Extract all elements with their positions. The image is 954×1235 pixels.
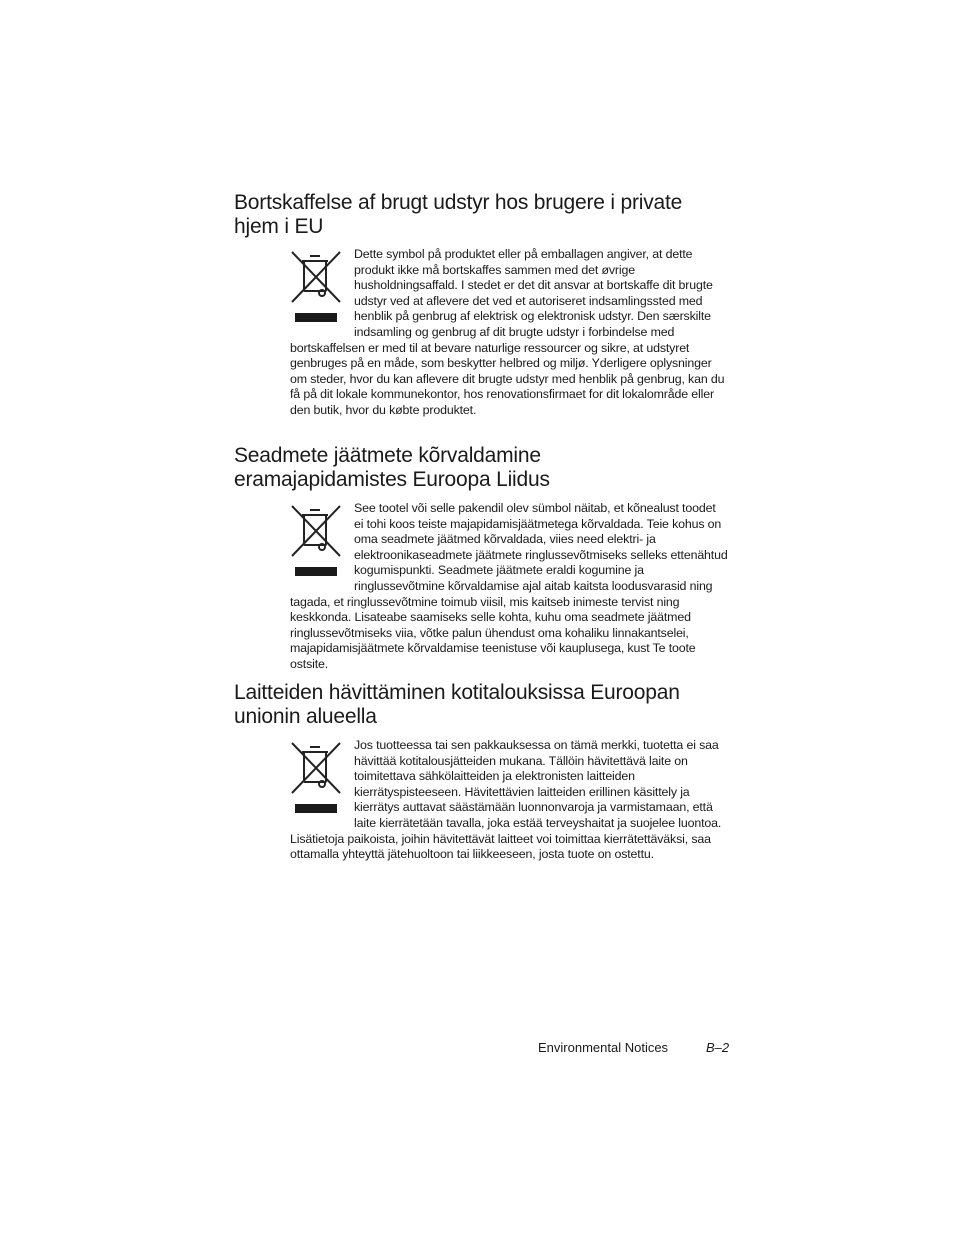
section-heading: Seadmete jäätmete kõrvaldamine eramajapidamistes Euroopa Liidus (234, 444, 550, 491)
section-estonian (234, 444, 734, 673)
section-heading: Laitteiden hävittäminen kotitalouksissa Euroopan unionin alueella (234, 681, 680, 728)
crossed-out-wheelie-bin-icon (290, 249, 342, 327)
page-number: B–2 (706, 1040, 730, 1055)
crossed-out-wheelie-bin-icon (290, 503, 342, 581)
section-heading: Bortskaffelse af brugt udstyr hos brugere i private hjem i EU (234, 191, 683, 238)
crossed-out-wheelie-bin-icon (290, 740, 342, 818)
section-danish (234, 191, 734, 419)
section-body (290, 247, 728, 419)
section-body (290, 738, 728, 863)
section-text: Jos tuotteessa tai sen pakkauksessa on tämä merkki, tuotetta ei saa hävittää kotitalousjätteiden mukana. Tällöin hävitettävä laite on toimitettava sähkölaitteiden ja elektronisten laitteiden kierrätyspisteeseen. Hävitettävien laitteiden erillinen käsittely ja kierrätys auttavat säästämään luonnonvaroja ja varmistamaan, että laite kierrätetään tavalla, joka estää terveyshaitat ja suojelee luontoa. Lisätietoja paikoista, joihin hävitettävät laitteet voi toimittaa kierrätettäväksi, saa ottamalla yhteyttä jätehuoltoon tai liikkeeseen, josta tuote on ostettu. (290, 738, 722, 862)
page-footer (538, 1040, 738, 1056)
footer-label: Environmental Notices (538, 1040, 669, 1055)
section-text: Dette symbol på produktet eller på emballagen angiver, at dette produkt ikke må bortskaffes sammen med det øvrige husholdningsaffald. I stedet er det dit ansvar at bortskaffe dit brugte udstyr ved at aflevere det ved et autoriseret indsamlingssted med henblik på genbrug af elektrisk og elektronisk udstyr. Den særskilte indsamling og genbrug af dit brugte udstyr i forbindelse med bortskaffelsen er med til at bevare naturlige ressourcer og sikre, at udstyret genbruges på en måde, som beskytter helbred og miljø. Yderligere oplysninger om steder, hvor du kan aflevere dit brugte udstyr med henblik på genbrug, kan du få på dit lokale kommunekontor, hos renovationsfirmaet for dit lokalområde eller den butik, hvor du købte produktet. (290, 247, 725, 417)
section-finnish (234, 681, 734, 863)
section-text: See tootel või selle pakendil olev sümbol näitab, et kõnealust toodet ei tohi koos teiste majapidamisjäätmetega kõrvaldada. Teie kohus on oma seadmete jäätmed kõrvaldada, viies need elektri- ja elektroonikaseadmete jäätmete ringlussevõtmiseks selleks ettenähtud kogumispunkti. Seadmete jäätmete eraldi kogumine ja ringlussevõtmine kõrvaldamise ajal aitab kaitsta loodusvarasid ning tagada, et ringlussevõtmine toimub viisil, mis kaitseb inimeste tervist ning keskkonda. Lisateabe saamiseks selle kohta, kuhu oma seadmete jäätmed ringlussevõtmiseks viia, võtke palun ühendust oma kohaliku linnakantselei, majapidamisjäätmete kõrvaldamise teenistuse või kauplusega, kust Te toote ostsite. (290, 501, 728, 671)
section-body (290, 501, 728, 673)
